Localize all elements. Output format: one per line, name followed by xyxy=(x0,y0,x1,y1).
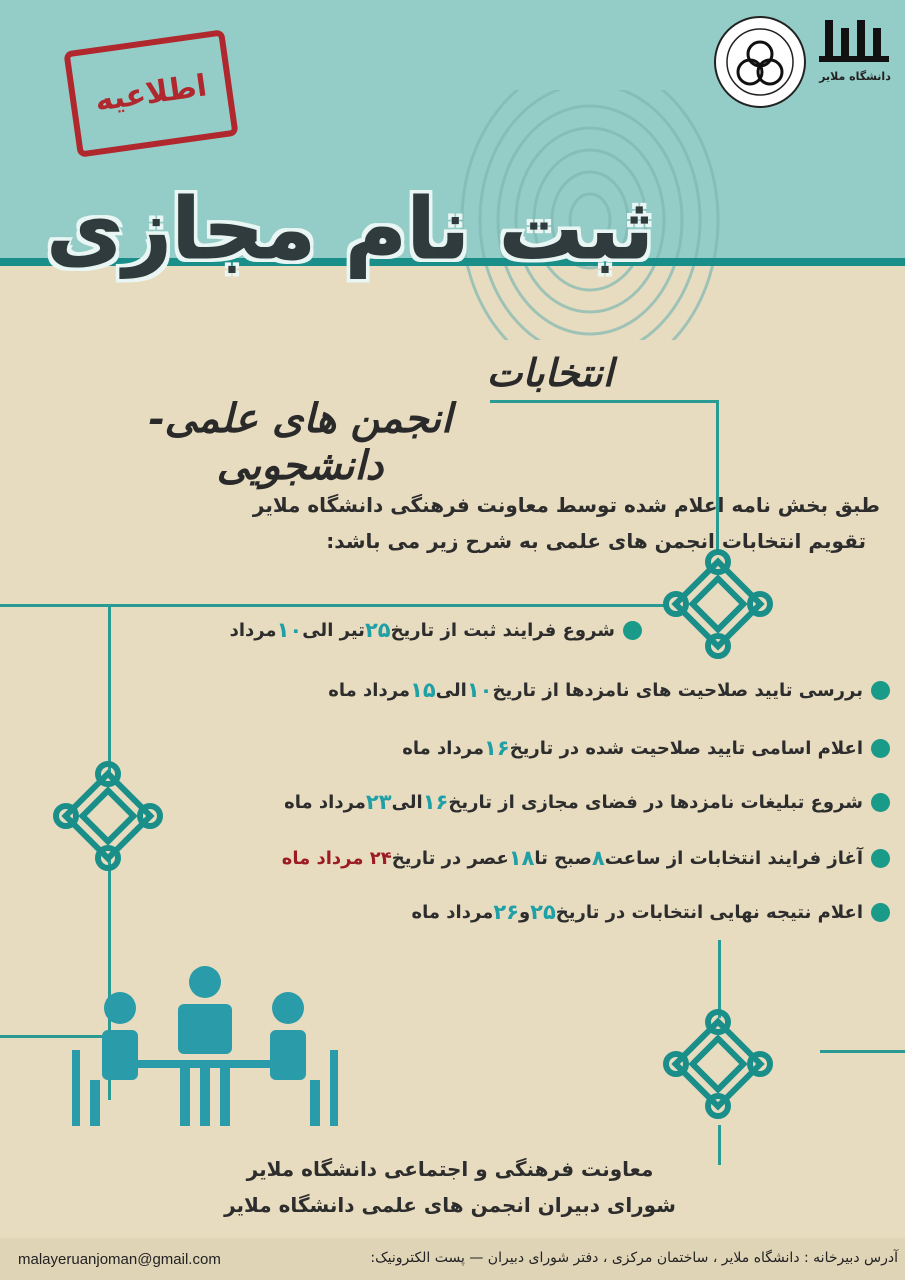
divider-line xyxy=(718,940,721,1018)
intro-line: طبق بخش نامه اعلام شده توسط معاونت فرهنگی دانشگاه ملایر xyxy=(252,493,880,517)
meeting-people-icon xyxy=(60,960,350,1130)
schedule-item: شروع تبلیغات نامزدها در فضای مجازی از تاریخ ۱۶ الی ۲۳ مرداد ماه xyxy=(284,790,890,814)
bullet-icon xyxy=(871,681,890,700)
subtitle-associations: انجمن های علمی- دانشجویی xyxy=(147,395,453,489)
divider-line xyxy=(108,604,111,772)
footer-line: شورای دبیران انجمن های علمی دانشگاه ملایر xyxy=(224,1193,676,1217)
bullet-icon xyxy=(871,739,890,758)
divider-line xyxy=(0,604,665,607)
email-address[interactable]: malayeruanjoman@gmail.com xyxy=(18,1251,221,1268)
knot-ornament-icon xyxy=(662,1008,774,1120)
bullet-icon xyxy=(871,849,890,868)
divider-line xyxy=(820,1050,905,1053)
bullet-icon xyxy=(871,903,890,922)
intro-text xyxy=(252,487,880,559)
address-text: آدرس دبیرخانه : دانشگاه ملایر ، ساختمان مرکزی ، دفتر شورای دبیران — پست الکترونیک: xyxy=(370,1250,898,1266)
page-title: ثبت نام مجازی xyxy=(46,180,654,278)
knot-ornament-icon xyxy=(52,760,164,872)
university-logo-icon xyxy=(815,14,893,70)
bullet-icon xyxy=(623,621,642,640)
schedule-item: شروع فرایند ثبت از تاریخ ۲۵ تیر الی ۱۰ مرداد xyxy=(230,618,642,642)
divider-line xyxy=(490,400,718,403)
subtitle-elections: انتخابات xyxy=(486,350,614,395)
bullet-icon xyxy=(871,793,890,812)
footer-line: معاونت فرهنگی و اجتماعی دانشگاه ملایر xyxy=(246,1157,654,1181)
schedule-item: آغاز فرایند انتخابات از ساعت ۸ صبح تا ۱۸ عصر در تاریخ ۲۴ مرداد ماه xyxy=(282,846,890,870)
knot-ornament-icon xyxy=(662,548,774,660)
intro-line: تقویم انتخابات انجمن های علمی به شرح زیر می باشد: xyxy=(326,529,866,553)
schedule-item: بررسی تایید صلاحیت های نامزدها از تاریخ ۱۰ الی ۱۵ مرداد ماه xyxy=(328,678,890,702)
schedule-item: اعلام اسامی تایید صلاحیت شده در تاریخ ۱۶ مرداد ماه xyxy=(402,736,890,760)
university-seal-icon xyxy=(712,14,808,110)
stamp-badge: اطلاعیه xyxy=(63,29,238,158)
schedule-item: اعلام نتیجه نهایی انتخابات در تاریخ ۲۵ و ۲۶ مرداد ماه xyxy=(412,900,890,924)
divider-line xyxy=(718,1125,721,1165)
university-name: دانشگاه ملایر xyxy=(819,70,891,83)
